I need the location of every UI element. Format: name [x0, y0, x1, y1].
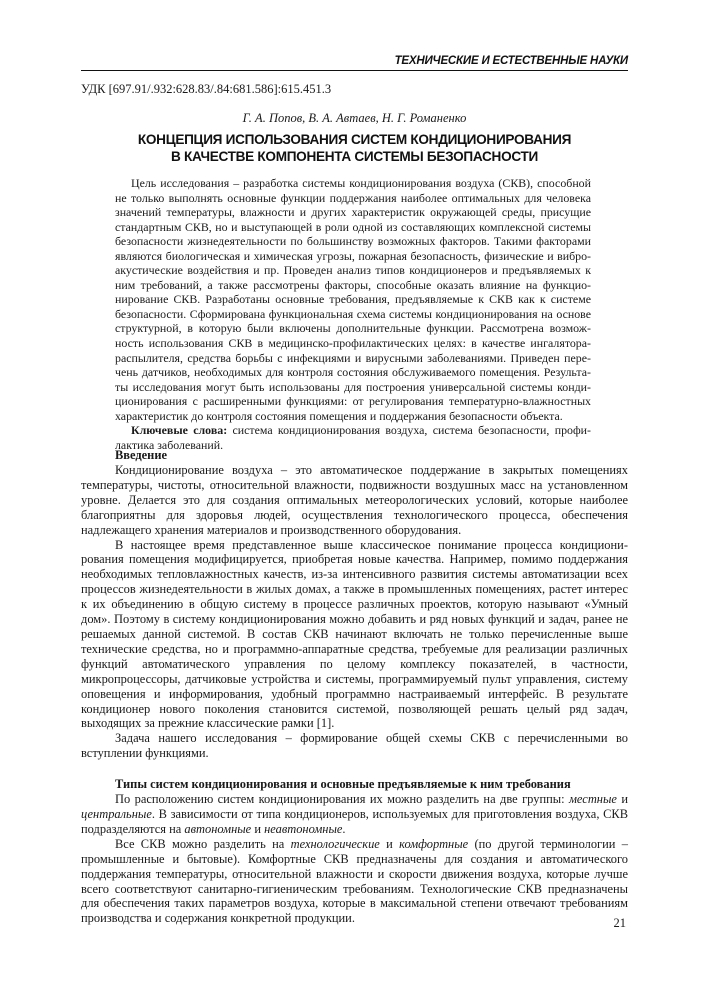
paragraph: [81, 792, 628, 837]
paragraph: Кондиционирование воздуха – это автоматическое поддержание в закрытых помещениях температуры, чистоты, относительной влажности, подвижности воздушных масс на установленном уровне. Делается это для создания оптимальных метеорологических условий, которые наиболее благоприятны для здоровья людей, осуществления технологического процесса, обеспечения надлежащего хранения материалов и производственного оборудования.: [81, 463, 628, 537]
text-run: Все СКВ можно разделить на: [115, 836, 291, 851]
section-heading-introduction: Введение: [115, 448, 168, 462]
italic-term: местные: [569, 792, 617, 807]
italic-term: центральные: [81, 807, 152, 822]
udk-code: УДК [697.91/.932:628.83/.84:681.586]:615.451.3: [81, 82, 332, 96]
text-run: .: [342, 821, 346, 836]
italic-term: неавтономные: [264, 821, 343, 836]
italic-term: технологические: [290, 836, 380, 851]
paragraph: [81, 837, 628, 926]
abstract: [115, 176, 591, 452]
italic-term: автономные: [184, 821, 252, 836]
running-head: ТЕХНИЧЕСКИЕ И ЕСТЕСТВЕННЫЕ НАУКИ: [81, 55, 628, 71]
title-line-2: В КАЧЕСТВЕ КОМПОНЕНТА СИСТЕМЫ БЕЗОПАСНОСТИ: [170, 149, 538, 164]
paragraph: В настоящее время представленное выше классическое понимание процесса кондиционирования помещения модифицируется, приобретая новые качества. Например, помимо поддержания необходимых тепловлажностных качеств, из-за интенсивного развития системы автоматизации всех процессов жизнедеятельности в жилых домах, а также в промышленных помещениях, растет интерес к их объединению в общую систему в процессе различных проектов, которую называют «Умный дом». Поэтому в систему кондиционирования можно добавить и ряд новых функций и задач, ранее не решаемых данной системой. В состав СКВ начинают включать не только перечисленные выше технические средства, но и программно-аппаратные средства, требуемые для реализации различных функций автоматического управления по целому комплексу показателей, в частности, микропроцессоры, датчиковые устройства и системы, программируемый пульт управления, систему оповещения и информирования, удобный программно настраиваемый интерфейс. В результате кондиционер нового поколения становится системой, позволяющей решать целый ряд задач, выходящих за прежние классические рамки [1].: [81, 537, 628, 731]
page-number: 21: [613, 916, 626, 930]
article-title: [81, 131, 628, 165]
text-run: . В зависимости от типа кондиционеров, используемых для приготовления воздуха, СКВ подразделяются на: [81, 807, 628, 836]
authors: Г. А. Попов, В. А. Автаев, Н. Г. Романенко: [242, 111, 467, 125]
section-gap: [81, 761, 628, 777]
text-run: По расположению систем кондиционирования их можно разделить на две группы:: [115, 792, 569, 807]
text-run: (по другой терминологии – промышленные и бытовые). Комфортные СКВ предназначены для создания и автоматического поддержания температуры, относительной влажности и скорости движения воздуха, которые лучше всего соответствуют санитарно-гигиеническим требованиям. Технологические СКВ предназначены для обеспечения таких параметров воздуха, которые в максимальной степени отвечают требованиям производства и содержания конкретной продукции.: [81, 836, 629, 926]
abstract-text: Цель исследования – разработка системы кондиционирования воздуха (СКВ), способной не только выполнять основные функции поддержания наиболее оптимальных для человека значений температуры, влажности и других характеристик окружающей среды, присущие стандартным СКВ, но и выступающей в роли одной из составляющих комплексной системы безопасности жизнедеятельности по большинству возможных факторов. Такими факторами являются биологическая и химическая угрозы, пожарная безопасность, физические и виброакустические воздействия и пр. Проведен анализ типов кондиционеров и предъявляемых к ним требований, а также рассмотрены факторы, способные оказать влияние на функционирование СКВ. Разработаны основные требования, предъявляемые к СКВ как к системе безопасности. Сформирована функциональная схема системы кондиционирования на основе структурной, в которую были включены дополнительные функции. Рассмотрена возможность использования СКВ в медицинско-профилактических целях: в качестве ингалятора-распылителя, средства борьбы с инфекциями и вирусными заболеваниями. Приведен перечень датчиков, необходимых для контроля состояния обслуживаемого помещения. Результаты исследования могут быть использованы для построения универсальной системы кондиционирования с расширенными функциями: от регулирования температурно-влажностных характеристик до контроля состояния помещения и поддержания безопасности объекта.: [115, 176, 591, 423]
text-run: и: [616, 792, 628, 807]
section-heading-types: Типы систем кондиционирования и основные предъявляемые к ним требования: [115, 777, 571, 792]
keywords-text: система кондиционирования воздуха, система безопасности, профилактика заболеваний.: [115, 423, 591, 452]
article-body: [81, 448, 628, 926]
text-run: и: [251, 821, 265, 836]
text-run: и: [379, 836, 400, 851]
title-line-1: КОНЦЕПЦИЯ ИСПОЛЬЗОВАНИЯ СИСТЕМ КОНДИЦИОНИРОВАНИЯ: [137, 132, 572, 147]
keywords-label: Ключевые слова:: [131, 423, 228, 438]
italic-term: комфортные: [399, 836, 469, 851]
paragraph: Задача нашего исследования – формирование общей схемы СКВ с перечисленными во вступлении функциями.: [81, 731, 628, 761]
